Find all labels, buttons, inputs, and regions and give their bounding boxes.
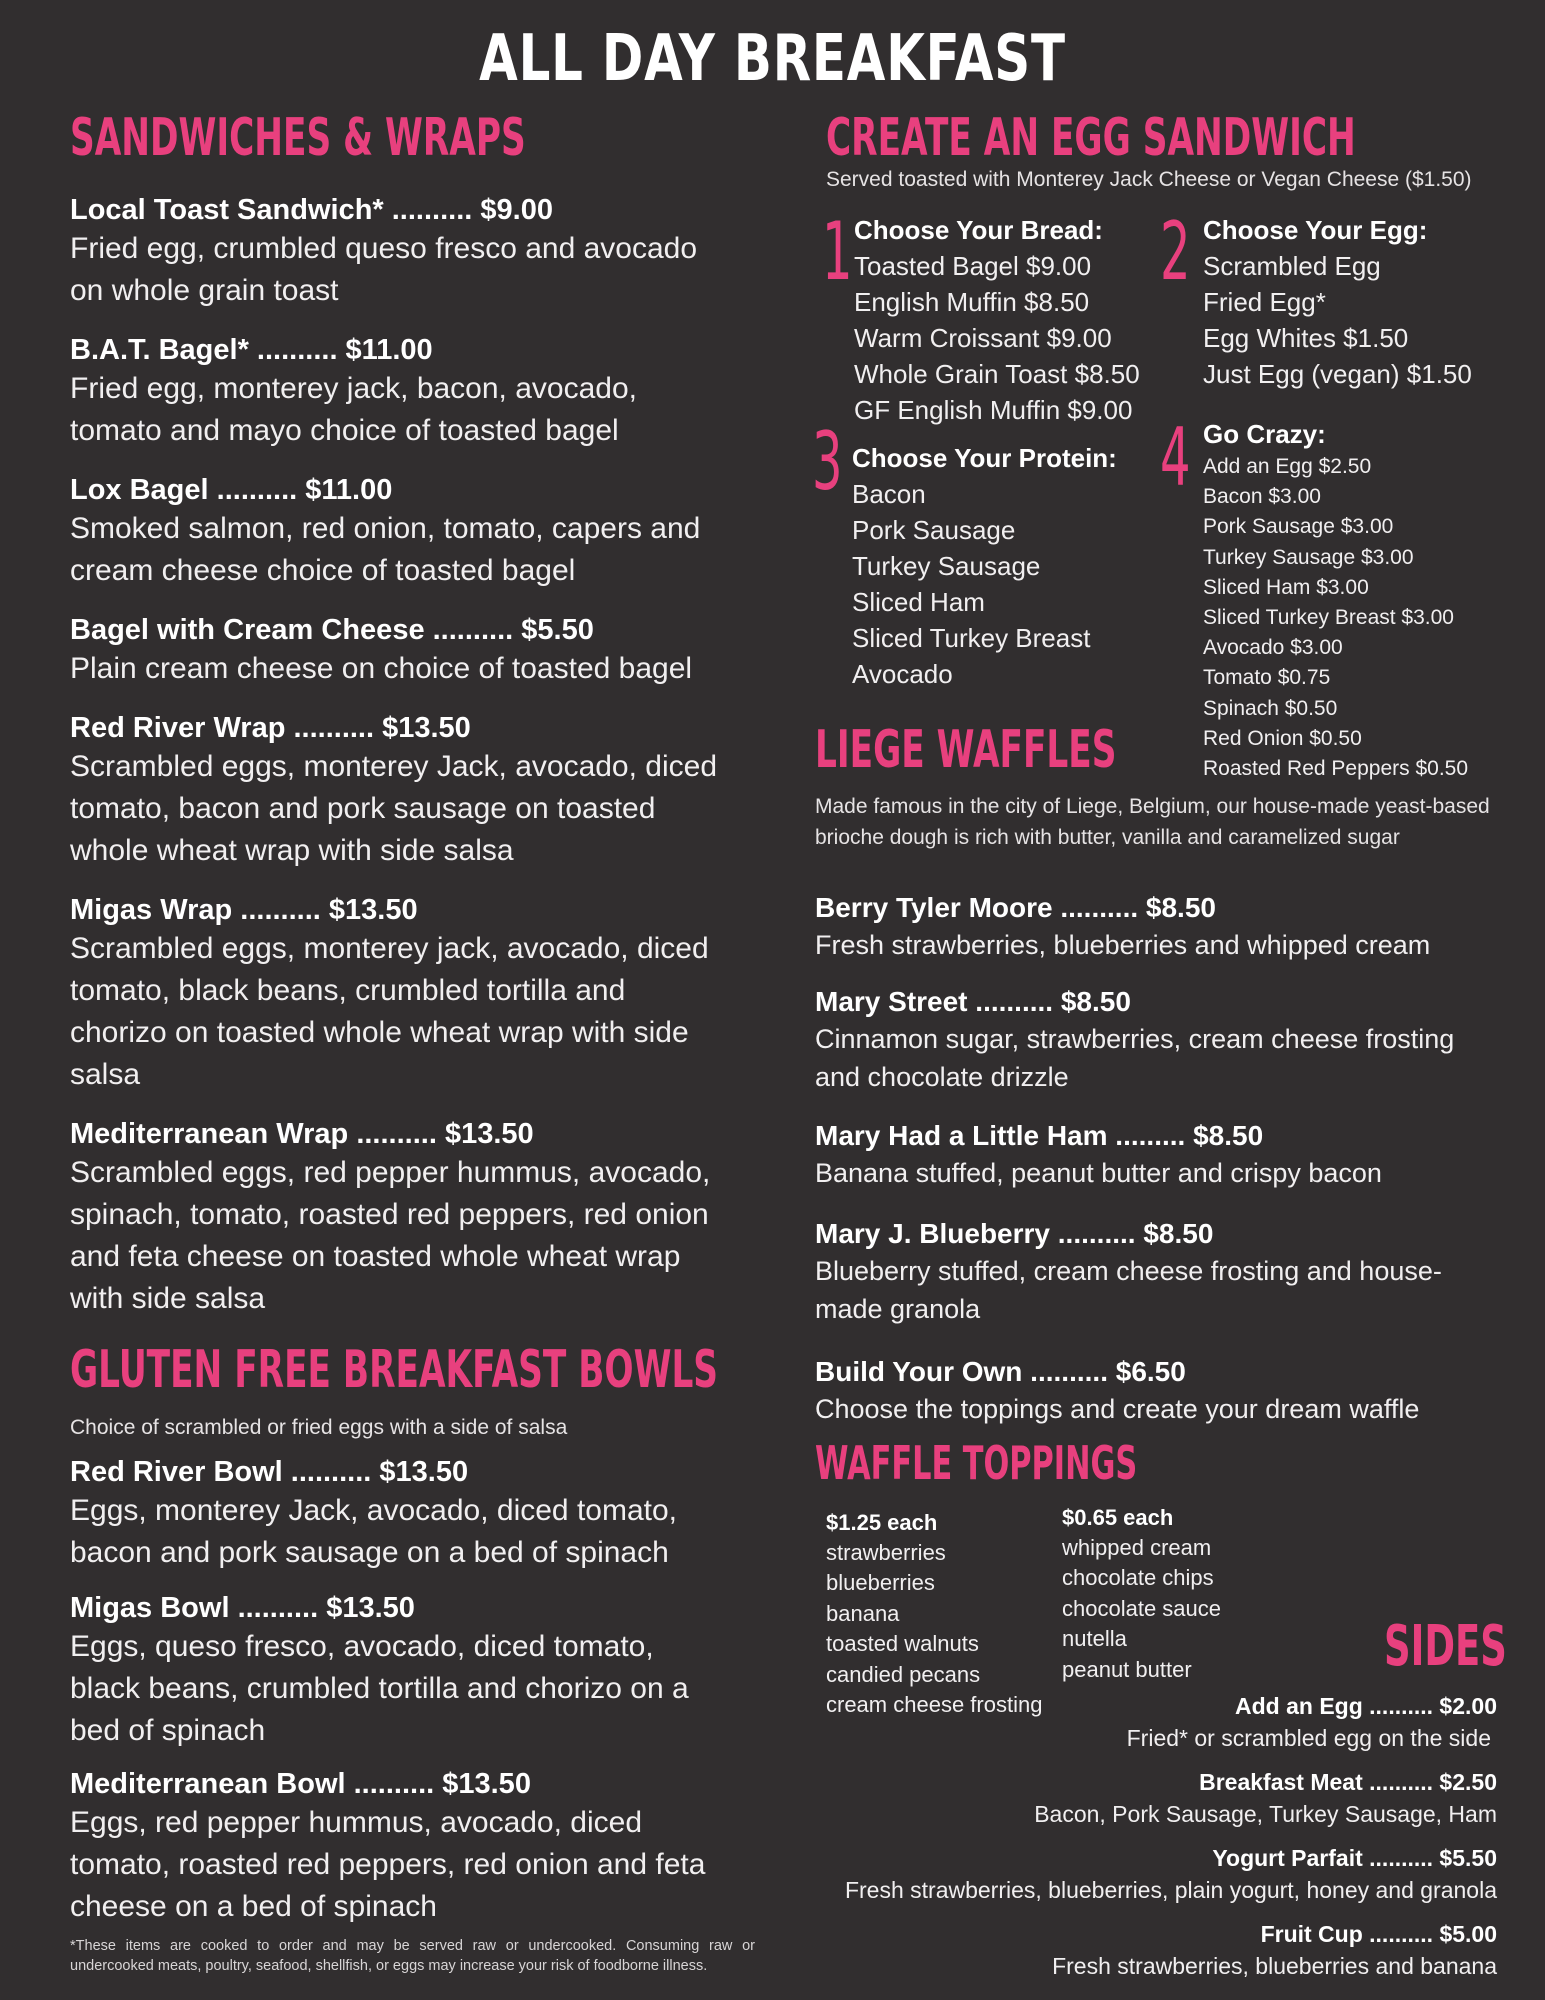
topping-item: chocolate sauce xyxy=(1062,1595,1221,1621)
choice-line: Sliced Turkey Breast $3.00 xyxy=(1203,606,1454,630)
item-name: Mary Street .......... $8.50 xyxy=(815,986,1131,1017)
step-number: 4 xyxy=(1160,411,1191,504)
step-number: 3 xyxy=(812,415,843,508)
choice-line: Avocado xyxy=(852,659,953,689)
choice-line: Bacon $3.00 xyxy=(1203,485,1321,509)
menu-item xyxy=(70,1454,730,1574)
topping-item: nutella xyxy=(1062,1626,1127,1652)
item-desc: Fried* or scrambled egg on the side xyxy=(1126,1725,1491,1751)
choice-line: Scrambled Egg xyxy=(1203,251,1381,281)
choice-line: Turkey Sausage xyxy=(852,551,1041,581)
item-desc: Scrambled eggs, monterey jack, avocado, diced tomato, black beans, crumbled tortilla and chorizo on toasted whole wheat wrap with side salsa xyxy=(70,932,709,1091)
step-head: Choose Your Protein: xyxy=(852,443,1117,473)
choice-line: Tomato $0.75 xyxy=(1203,666,1331,690)
item-desc: Fried egg, monterey jack, bacon, avocado, tomato and mayo choice of toasted bagel xyxy=(70,372,637,447)
topping-item: chocolate chips xyxy=(1062,1565,1214,1591)
menu-item xyxy=(70,472,730,592)
choice-line: Avocado $3.00 xyxy=(1203,636,1343,660)
choice-line: Warm Croissant $9.00 xyxy=(854,323,1112,353)
egg-sandwich-note: Served toasted with Monterey Jack Cheese or Vegan Cheese ($1.50) xyxy=(826,168,1472,191)
step-egg xyxy=(1203,212,1472,392)
choice-line: English Muffin $8.50 xyxy=(854,287,1090,317)
menu-item xyxy=(815,1354,1495,1428)
bowls-note: Choice of scrambled or fried eggs with a side of salsa xyxy=(70,1416,568,1439)
item-name: Local Toast Sandwich* .......... $9.00 xyxy=(70,194,553,226)
item-desc: Cinnamon sugar, strawberries, cream cheese frosting and chocolate drizzle xyxy=(815,1024,1455,1092)
choice-line: Pork Sausage $3.00 xyxy=(1203,515,1394,539)
choice-line: Just Egg (vegan) $1.50 xyxy=(1203,359,1472,389)
item-name: Bagel with Cream Cheese .......... $5.50 xyxy=(70,614,594,646)
item-desc: Fried egg, crumbled queso fresco and avocado on whole grain toast xyxy=(70,232,698,307)
choice-line: Red Onion $0.50 xyxy=(1203,726,1362,750)
bowls-heading: GLUTEN FREE BREAKFAST BOWLS xyxy=(70,1340,719,1400)
item-name: Yogurt Parfait .......... $5.50 xyxy=(1212,1845,1497,1871)
topping-item: strawberries xyxy=(826,1540,946,1565)
item-name: Red River Bowl .......... $13.50 xyxy=(70,1456,469,1488)
topping-item: cream cheese frosting xyxy=(826,1692,1043,1718)
menu-item xyxy=(70,892,730,1096)
menu-item xyxy=(70,710,730,872)
item-desc: Bacon, Pork Sausage, Turkey Sausage, Ham xyxy=(1034,1801,1497,1827)
step-number: 2 xyxy=(1160,205,1191,298)
egg-sandwich-heading: CREATE AN EGG SANDWICH xyxy=(826,108,1356,168)
step-bread xyxy=(854,212,1140,428)
item-name: Build Your Own .......... $6.50 xyxy=(815,1356,1186,1387)
toppings-col xyxy=(1062,1503,1221,1685)
item-desc: Smoked salmon, red onion, tomato, capers and cream cheese choice of toasted bagel xyxy=(70,512,701,587)
menu-item xyxy=(70,192,730,312)
topping-item: peanut butter xyxy=(1062,1656,1192,1682)
step-head: Choose Your Bread: xyxy=(854,215,1103,245)
step-protein xyxy=(852,440,1117,692)
item-name: Mary J. Blueberry .......... $8.50 xyxy=(815,1218,1214,1249)
item-name: Breakfast Meat .......... $2.50 xyxy=(1199,1769,1497,1795)
choice-line: Whole Grain Toast $8.50 xyxy=(854,359,1140,389)
footnote: *These items are cooked to order and may be served raw or undercooked. Consuming raw or undercooked meats, poultry, seafood, shellfish, or eggs may increase your risk of foodborne illness. xyxy=(70,1938,755,1974)
menu-item xyxy=(797,1766,1497,1830)
sides-heading: SIDES xyxy=(1384,1614,1507,1679)
page-title: ALL DAY BREAKFAST xyxy=(479,22,1066,96)
choice-line: Turkey Sausage $3.00 xyxy=(1203,545,1414,569)
item-desc: Eggs, monterey Jack, avocado, diced tomato, bacon and pork sausage on a bed of spinach xyxy=(70,1494,677,1569)
item-name: Add an Egg .......... $2.00 xyxy=(1234,1693,1497,1719)
item-desc: Fresh strawberries, blueberries and whipped cream xyxy=(815,930,1431,960)
step-number: 1 xyxy=(822,205,853,298)
choice-line: Sliced Ham xyxy=(852,587,985,617)
topping-item: blueberries xyxy=(826,1570,935,1596)
menu-item xyxy=(815,890,1495,964)
item-name: B.A.T. Bagel* .......... $11.00 xyxy=(70,334,433,366)
choice-line: Add an Egg $2.50 xyxy=(1203,455,1372,478)
menu-item xyxy=(70,1766,730,1928)
item-name: Berry Tyler Moore .......... $8.50 xyxy=(815,892,1216,923)
choice-line: Fried Egg* xyxy=(1203,287,1326,317)
item-name: Mediterranean Wrap .......... $13.50 xyxy=(70,1118,534,1150)
choice-line: Sliced Ham $3.00 xyxy=(1203,575,1369,599)
item-desc: Choose the toppings and create your dream waffle xyxy=(815,1394,1420,1424)
item-name: Mary Had a Little Ham ......... $8.50 xyxy=(815,1120,1264,1151)
item-desc: Eggs, queso fresco, avocado, diced tomato, black beans, crumbled tortilla and chorizo on a bed of spinach xyxy=(70,1630,689,1747)
choice-line: Toasted Bagel $9.00 xyxy=(854,251,1092,281)
item-name: Lox Bagel .......... $11.00 xyxy=(70,474,393,506)
item-name: Red River Wrap .......... $13.50 xyxy=(70,712,471,744)
step-head: Choose Your Egg: xyxy=(1203,215,1428,245)
choice-line: Roasted Red Peppers $0.50 xyxy=(1203,757,1469,781)
waffles-note: Made famous in the city of Liege, Belgium, our house-made yeast-based brioche dough is rich with butter, vanilla and caramelized sugar xyxy=(815,795,1490,849)
item-name: Mediterranean Bowl .......... $13.50 xyxy=(70,1768,531,1800)
choice-line: Bacon xyxy=(852,479,926,509)
topping-item: candied pecans xyxy=(826,1661,981,1687)
item-name: Fruit Cup .......... $5.00 xyxy=(1260,1921,1497,1947)
item-desc: Plain cream cheese on choice of toasted bagel xyxy=(70,652,693,685)
menu-item xyxy=(815,1118,1495,1192)
choice-line: Sliced Turkey Breast xyxy=(852,623,1091,653)
item-desc: Blueberry stuffed, cream cheese frosting and house-made granola xyxy=(815,1256,1442,1324)
item-desc: Scrambled eggs, monterey Jack, avocado, diced tomato, bacon and pork sausage on toasted whole wheat wrap with side salsa xyxy=(70,750,718,867)
step-head: Go Crazy: xyxy=(1203,419,1326,449)
menu-item xyxy=(815,1216,1495,1328)
item-desc: Eggs, red pepper hummus, avocado, diced tomato, roasted red peppers, red onion and feta cheese on a bed of spinach xyxy=(70,1806,706,1923)
choice-line: GF English Muffin $9.00 xyxy=(854,395,1133,425)
item-name: Migas Bowl .......... $13.50 xyxy=(70,1592,415,1624)
item-desc: Banana stuffed, peanut butter and crispy bacon xyxy=(815,1158,1382,1188)
item-desc: Scrambled eggs, red pepper hummus, avocado, spinach, tomato, roasted red peppers, red onion and feta cheese on toasted whole wheat wrap with side salsa xyxy=(70,1156,711,1315)
menu-item xyxy=(70,1116,730,1320)
menu-item xyxy=(70,332,730,452)
topping-item: banana xyxy=(826,1600,900,1626)
toppings-heading: WAFFLE TOPPINGS xyxy=(815,1436,1138,1490)
step-go-crazy xyxy=(1203,416,1468,784)
sandwiches-heading: SANDWICHES & WRAPS xyxy=(70,108,526,168)
item-desc: Fresh strawberries, blueberries and banana xyxy=(1052,1953,1497,1979)
choice-line: Egg Whites $1.50 xyxy=(1203,323,1409,353)
choice-line: Pork Sausage xyxy=(852,515,1016,545)
menu-item xyxy=(70,612,730,690)
toppings-col xyxy=(826,1508,1042,1720)
toppings-price: $0.65 each xyxy=(1062,1505,1174,1530)
choice-line: Spinach $0.50 xyxy=(1203,696,1338,720)
topping-item: toasted walnuts xyxy=(826,1631,979,1657)
toppings-price: $1.25 each xyxy=(826,1510,938,1535)
menu-item xyxy=(777,1842,1497,1906)
waffles-heading: LIEGE WAFFLES xyxy=(815,720,1117,780)
menu-item xyxy=(797,1918,1497,1982)
item-desc: Fresh strawberries, blueberries, plain yogurt, honey and granola xyxy=(844,1877,1497,1903)
menu-item xyxy=(797,1690,1497,1754)
menu-item xyxy=(815,984,1495,1096)
menu-item xyxy=(70,1590,730,1752)
topping-item: whipped cream xyxy=(1062,1535,1212,1560)
item-name: Migas Wrap .......... $13.50 xyxy=(70,894,418,926)
